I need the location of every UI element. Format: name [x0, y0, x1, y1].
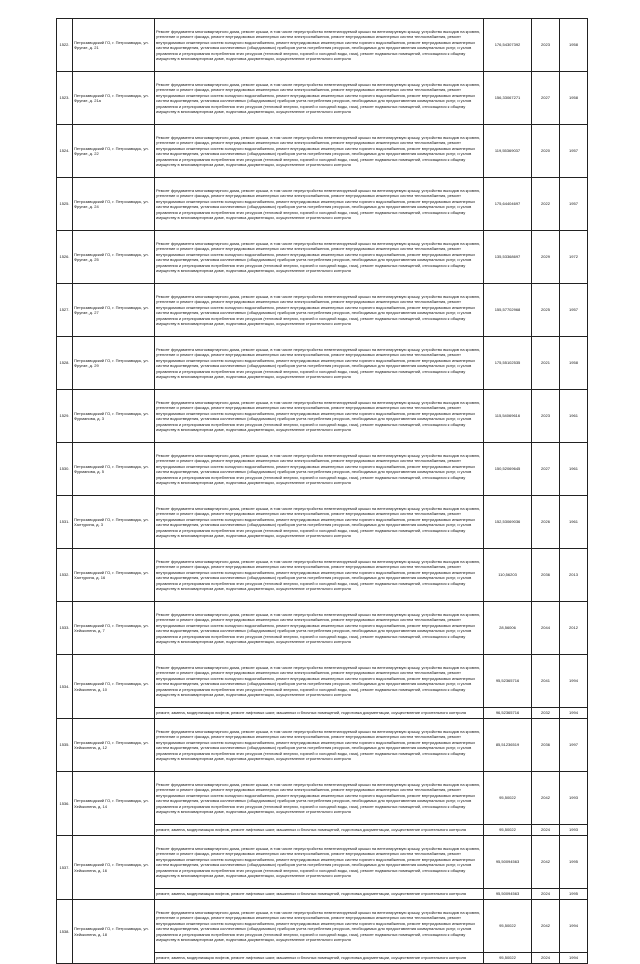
- row-cost: 95,52365716: [484, 655, 532, 708]
- row-built-year: 1957: [560, 284, 588, 337]
- row-cost: 28,56006: [484, 602, 532, 655]
- row-built-year: 1994: [560, 900, 588, 953]
- row-cost: 176,54307392: [484, 19, 532, 72]
- row-works: Ремонт фундамента многоквартирного дома, ремонт крыши, в том числе переустройство невентилируемой крыши на вентилируемую крышу, устройство выходов на кровлю, утепление и ремонт фасада, ремонт внутридомовых инженерных систем электроснабжения, ремонт внутридомовых инженерных систем теплоснабжения, ремонт внутридомовых инженерных систем холодного водоснабжения, ремонт внутридомовых инженерных систем горячего водоснабжения, ремонт внутридомовых инженерных систем водоотведения, установка коллективных (общедомовых) приборов учета потребления ресурсов, необходимых для предоставления коммунальных услуг, и узлов управления и регулирования потребления этих ресурсов (тепловой энергии, горячей и холодной воды, газа), ремонт подвальных помещений, относящихся к общему имуществу в многоквартирном доме, подготовка документации, осуществление строительного контроля: [155, 772, 484, 825]
- row-built-year: 1961: [560, 443, 588, 496]
- row-cost: 95,50022: [484, 825, 532, 836]
- row-cost: 155,57702968: [484, 284, 532, 337]
- row-built-year: 1994: [560, 655, 588, 708]
- row-address: Петрозаводский ГО, г. Петрозаводск, ул. Хейкконена, д. 10: [73, 655, 155, 719]
- row-built-year: 1958: [560, 19, 588, 72]
- table-row: [57, 719, 588, 772]
- table-row: [57, 231, 588, 284]
- row-works: Ремонт фундамента многоквартирного дома, ремонт крыши, в том числе переустройство невентилируемой крыши на вентилируемую крышу, устройство выходов на кровлю, утепление и ремонт фасада, ремонт внутридомовых инженерных систем электроснабжения, ремонт внутридомовых инженерных систем теплоснабжения, ремонт внутридомовых инженерных систем холодного водоснабжения, ремонт внутридомовых инженерных систем горячего водоснабжения, ремонт внутридомовых инженерных систем водоотведения, установка коллективных (общедомовых) приборов учета потребления ресурсов, необходимых для предоставления коммунальных услуг, и узлов управления и регулирования потребления этих ресурсов (тепловой энергии, горячей и холодной воды, газа), ремонт подвальных помещений, относящихся к общему имуществу в многоквартирном доме, подготовка документации, осуществление строительного контроля: [155, 72, 484, 125]
- row-number: 1535.: [57, 719, 73, 772]
- row-year: 2029: [532, 231, 560, 284]
- row-year: 2042: [532, 900, 560, 953]
- row-number: 1538.: [57, 900, 73, 964]
- table-row: [57, 390, 588, 443]
- row-address: Петрозаводский ГО, г. Петрозаводск, ул. Фрунзе, д. 27: [73, 284, 155, 337]
- row-year: 2041: [532, 655, 560, 708]
- table-row: [57, 178, 588, 231]
- row-year: 2023: [532, 19, 560, 72]
- row-year: 2023: [532, 390, 560, 443]
- row-built-year: 1961: [560, 390, 588, 443]
- row-number: 1530.: [57, 443, 73, 496]
- row-built-year: 1997: [560, 719, 588, 772]
- row-year: 2024: [532, 953, 560, 964]
- row-number: 1532.: [57, 549, 73, 602]
- row-works-lift: ремонт, замена, модернизация лифтов, ремонт лифтовых шахт, машинных и блочных помещений, подготовка документации, осуществление строительного контроля: [155, 825, 484, 836]
- row-year: 2036: [532, 549, 560, 602]
- row-built-year: 1994: [560, 708, 588, 719]
- row-built-year: 1995: [560, 889, 588, 900]
- row-number: 1528.: [57, 337, 73, 390]
- row-works: Ремонт фундамента многоквартирного дома, ремонт крыши, в том числе переустройство невентилируемой крыши на вентилируемую крышу, устройство выходов на кровлю, утепление и ремонт фасада, ремонт внутридомовых инженерных систем электроснабжения, ремонт внутридомовых инженерных систем теплоснабжения, ремонт внутридомовых инженерных систем холодного водоснабжения, ремонт внутридомовых инженерных систем горячего водоснабжения, ремонт внутридомовых инженерных систем водоотведения, установка коллективных (общедомовых) приборов учета потребления ресурсов, необходимых для предоставления коммунальных услуг, и узлов управления и регулирования потребления этих ресурсов (тепловой энергии, горячей и холодной воды, газа), ремонт подвальных помещений, относящихся к общему имуществу в многоквартирном доме, подготовка документации, осуществление строительного контроля: [155, 655, 484, 708]
- row-address: Петрозаводский ГО, г. Петрозаводск, ул. Хейкконена, д. 14: [73, 772, 155, 836]
- row-cost: 96,52365716: [484, 708, 532, 719]
- row-works: Ремонт фундамента многоквартирного дома, ремонт крыши, в том числе переустройство невентилируемой крыши на вентилируемую крышу, устройство выходов на кровлю, утепление и ремонт фасада, ремонт внутридомовых инженерных систем электроснабжения, ремонт внутридомовых инженерных систем теплоснабжения, ремонт внутридомовых инженерных систем холодного водоснабжения, ремонт внутридомовых инженерных систем горячего водоснабжения, ремонт внутридомовых инженерных систем водоотведения, установка коллективных (общедомовых) приборов учета потребления ресурсов, необходимых для предоставления коммунальных услуг, и узлов управления и регулирования потребления этих ресурсов (тепловой энергии, горячей и холодной воды, газа), ремонт подвальных помещений, относящихся к общему имуществу в многоквартирном доме, подготовка документации, осуществление строительного контроля: [155, 390, 484, 443]
- row-year: 2020: [532, 125, 560, 178]
- row-address: Петрозаводский ГО, г. Петрозаводск, ул. Хейкконена, д. 12: [73, 719, 155, 772]
- row-number: 1522.: [57, 19, 73, 72]
- row-address: Петрозаводский ГО, г. Петрозаводск, ул. Халтурина, д. 3: [73, 496, 155, 549]
- row-cost: 85,51236519: [484, 719, 532, 772]
- row-number: 1533.: [57, 602, 73, 655]
- row-cost: 156,33067271: [484, 72, 532, 125]
- row-cost: 95,50094563: [484, 889, 532, 900]
- row-year: 2042: [532, 772, 560, 825]
- row-year: 2025: [532, 284, 560, 337]
- row-number: 1537.: [57, 836, 73, 900]
- row-year: 2032: [532, 708, 560, 719]
- table-row: [57, 602, 588, 655]
- row-year: 2021: [532, 337, 560, 390]
- row-works: Ремонт фундамента многоквартирного дома, ремонт крыши, в том числе переустройство невентилируемой крыши на вентилируемую крышу, устройство выходов на кровлю, утепление и ремонт фасада, ремонт внутридомовых инженерных систем электроснабжения, ремонт внутридомовых инженерных систем теплоснабжения, ремонт внутридомовых инженерных систем холодного водоснабжения, ремонт внутридомовых инженерных систем горячего водоснабжения, ремонт внутридомовых инженерных систем водоотведения, установка коллективных (общедомовых) приборов учета потребления ресурсов, необходимых для предоставления коммунальных услуг, и узлов управления и регулирования потребления этих ресурсов (тепловой энергии, горячей и холодной воды, газа), ремонт подвальных помещений, относящихся к общему имуществу в многоквартирном доме, подготовка документации, осуществление строительного контроля: [155, 178, 484, 231]
- row-cost: 95,50022: [484, 772, 532, 825]
- row-works-lift: ремонт, замена, модернизация лифтов, ремонт лифтовых шахт, машинных и блочных помещений, подготовка документации, осуществление строительного контроля: [155, 708, 484, 719]
- row-built-year: 1994: [560, 953, 588, 964]
- row-year: 2022: [532, 178, 560, 231]
- row-year: 2026: [532, 496, 560, 549]
- table-row: [57, 443, 588, 496]
- row-works: Ремонт фундамента многоквартирного дома, ремонт крыши, в том числе переустройство невентилируемой крыши на вентилируемую крышу, устройство выходов на кровлю, утепление и ремонт фасада, ремонт внутридомовых инженерных систем электроснабжения, ремонт внутридомовых инженерных систем теплоснабжения, ремонт внутридомовых инженерных систем холодного водоснабжения, ремонт внутридомовых инженерных систем горячего водоснабжения, ремонт внутридомовых инженерных систем водоотведения, установка коллективных (общедомовых) приборов учета потребления ресурсов, необходимых для предоставления коммунальных услуг, и узлов управления и регулирования потребления этих ресурсов (тепловой энергии, горячей и холодной воды, газа), ремонт подвальных помещений, относящихся к общему имуществу в многоквартирном доме, подготовка документации, осуществление строительного контроля: [155, 900, 484, 953]
- row-year: 2042: [532, 836, 560, 889]
- row-built-year: 1972: [560, 231, 588, 284]
- row-works-lift: ремонт, замена, модернизация лифтов, ремонт лифтовых шахт, машинных и блочных помещений, подготовка документации, осуществление строительного контроля: [155, 889, 484, 900]
- table-row: [57, 549, 588, 602]
- row-number: 1523.: [57, 72, 73, 125]
- row-number: 1527.: [57, 284, 73, 337]
- row-number: 1536.: [57, 772, 73, 836]
- row-number: 1529.: [57, 390, 73, 443]
- row-works: Ремонт фундамента многоквартирного дома, ремонт крыши, в том числе переустройство невентилируемой крыши на вентилируемую крышу, устройство выходов на кровлю, утепление и ремонт фасада, ремонт внутридомовых инженерных систем электроснабжения, ремонт внутридомовых инженерных систем теплоснабжения, ремонт внутридомовых инженерных систем холодного водоснабжения, ремонт внутридомовых инженерных систем горячего водоснабжения, ремонт внутридомовых инженерных систем водоотведения, установка коллективных (общедомовых) приборов учета потребления ресурсов, необходимых для предоставления коммунальных услуг, и узлов управления и регулирования потребления этих ресурсов (тепловой энергии, горячей и холодной воды, газа), ремонт подвальных помещений, относящихся к общему имуществу в многоквартирном доме, подготовка документации, осуществление строительного контроля: [155, 602, 484, 655]
- row-year: 2036: [532, 719, 560, 772]
- table-row: [57, 72, 588, 125]
- table-row: [57, 284, 588, 337]
- capital-repair-register-table: [56, 18, 588, 964]
- row-built-year: 1957: [560, 178, 588, 231]
- row-number: 1525.: [57, 178, 73, 231]
- table-row: [57, 19, 588, 72]
- row-cost: 95,50094563: [484, 836, 532, 889]
- row-cost: 150,52069645: [484, 443, 532, 496]
- table-row: [57, 125, 588, 178]
- row-works: Ремонт фундамента многоквартирного дома, ремонт крыши, в том числе переустройство невентилируемой крыши на вентилируемую крышу, устройство выходов на кровлю, утепление и ремонт фасада, ремонт внутридомовых инженерных систем электроснабжения, ремонт внутридомовых инженерных систем теплоснабжения, ремонт внутридомовых инженерных систем холодного водоснабжения, ремонт внутридомовых инженерных систем горячего водоснабжения, ремонт внутридомовых инженерных систем водоотведения, установка коллективных (общедомовых) приборов учета потребления ресурсов, необходимых для предоставления коммунальных услуг, и узлов управления и регулирования потребления этих ресурсов (тепловой энергии, горячей и холодной воды, газа), ремонт подвальных помещений, относящихся к общему имуществу в многоквартирном доме, подготовка документации, осуществление строительного контроля: [155, 231, 484, 284]
- row-year: 2027: [532, 72, 560, 125]
- row-works: Ремонт фундамента многоквартирного дома, ремонт крыши, в том числе переустройство невентилируемой крыши на вентилируемую крышу, устройство выходов на кровлю, утепление и ремонт фасада, ремонт внутридомовых инженерных систем электроснабжения, ремонт внутридомовых инженерных систем теплоснабжения, ремонт внутридомовых инженерных систем холодного водоснабжения, ремонт внутридомовых инженерных систем горячего водоснабжения, ремонт внутридомовых инженерных систем водоотведения, установка коллективных (общедомовых) приборов учета потребления ресурсов, необходимых для предоставления коммунальных услуг, и узлов управления и регулирования потребления этих ресурсов (тепловой энергии, горячей и холодной воды, газа), ремонт подвальных помещений, относящихся к общему имуществу в многоквартирном доме, подготовка документации, осуществление строительного контроля: [155, 337, 484, 390]
- row-built-year: 1995: [560, 836, 588, 889]
- row-cost: 95,50022: [484, 953, 532, 964]
- table-row: [57, 655, 588, 708]
- table-row: [57, 772, 588, 825]
- row-address: Петрозаводский ГО, г. Петрозаводск, ул. Фурманова, д. 3: [73, 390, 155, 443]
- row-cost: 119,55369037: [484, 125, 532, 178]
- row-cost: 95,50022: [484, 900, 532, 953]
- row-works: Ремонт фундамента многоквартирного дома, ремонт крыши, в том числе переустройство невентилируемой крыши на вентилируемую крышу, устройство выходов на кровлю, утепление и ремонт фасада, ремонт внутридомовых инженерных систем электроснабжения, ремонт внутридомовых инженерных систем теплоснабжения, ремонт внутридомовых инженерных систем холодного водоснабжения, ремонт внутридомовых инженерных систем горячего водоснабжения, ремонт внутридомовых инженерных систем водоотведения, установка коллективных (общедомовых) приборов учета потребления ресурсов, необходимых для предоставления коммунальных услуг, и узлов управления и регулирования потребления этих ресурсов (тепловой энергии, горячей и холодной воды, газа), ремонт подвальных помещений, относящихся к общему имуществу в многоквартирном доме, подготовка документации, осуществление строительного контроля: [155, 443, 484, 496]
- table-row: [57, 900, 588, 953]
- row-works: Ремонт фундамента многоквартирного дома, ремонт крыши, в том числе переустройство невентилируемой крыши на вентилируемую крышу, устройство выходов на кровлю, утепление и ремонт фасада, ремонт внутридомовых инженерных систем электроснабжения, ремонт внутридомовых инженерных систем теплоснабжения, ремонт внутридомовых инженерных систем холодного водоснабжения, ремонт внутридомовых инженерных систем горячего водоснабжения, ремонт внутридомовых инженерных систем водоотведения, установка коллективных (общедомовых) приборов учета потребления ресурсов, необходимых для предоставления коммунальных услуг, и узлов управления и регулирования потребления этих ресурсов (тепловой энергии, горячей и холодной воды, газа), ремонт подвальных помещений, относящихся к общему имуществу в многоквартирном доме, подготовка документации, осуществление строительного контроля: [155, 719, 484, 772]
- row-works: Ремонт фундамента многоквартирного дома, ремонт крыши, в том числе переустройство невентилируемой крыши на вентилируемую крышу, устройство выходов на кровлю, утепление и ремонт фасада, ремонт внутридомовых инженерных систем электроснабжения, ремонт внутридомовых инженерных систем теплоснабжения, ремонт внутридомовых инженерных систем холодного водоснабжения, ремонт внутридомовых инженерных систем горячего водоснабжения, ремонт внутридомовых инженерных систем водоотведения, установка коллективных (общедомовых) приборов учета потребления ресурсов, необходимых для предоставления коммунальных услуг, и узлов управления и регулирования потребления этих ресурсов (тепловой энергии, горячей и холодной воды, газа), ремонт подвальных помещений, относящихся к общему имуществу в многоквартирном доме, подготовка документации, осуществление строительного контроля: [155, 19, 484, 72]
- row-address: Петрозаводский ГО, г. Петрозаводск, ул. Фурманова, д. 5: [73, 443, 155, 496]
- row-year: 2044: [532, 602, 560, 655]
- row-address: Петрозаводский ГО, г. Петрозаводск, ул. Фрунзе, д. 21а: [73, 72, 155, 125]
- row-address: Петрозаводский ГО, г. Петрозаводск, ул. Хейкконена, д. 18: [73, 900, 155, 964]
- row-year: 2027: [532, 443, 560, 496]
- table-row: [57, 836, 588, 889]
- row-built-year: 1961: [560, 496, 588, 549]
- row-works: Ремонт фундамента многоквартирного дома, ремонт крыши, в том числе переустройство невентилируемой крыши на вентилируемую крышу, устройство выходов на кровлю, утепление и ремонт фасада, ремонт внутридомовых инженерных систем электроснабжения, ремонт внутридомовых инженерных систем теплоснабжения, ремонт внутридомовых инженерных систем холодного водоснабжения, ремонт внутридомовых инженерных систем горячего водоснабжения, ремонт внутридомовых инженерных систем водоотведения, установка коллективных (общедомовых) приборов учета потребления ресурсов, необходимых для предоставления коммунальных услуг, и узлов управления и регулирования потребления этих ресурсов (тепловой энергии, горячей и холодной воды, газа), ремонт подвальных помещений, относящихся к общему имуществу в многоквартирном доме, подготовка документации, осуществление строительного контроля: [155, 836, 484, 889]
- row-address: Петрозаводский ГО, г. Петрозаводск, ул. Фрунзе, д. 25: [73, 231, 155, 284]
- row-address: Петрозаводский ГО, г. Петрозаводск, ул. Хейкконена, д. 7: [73, 602, 155, 655]
- row-built-year: 2012: [560, 602, 588, 655]
- row-built-year: 1957: [560, 125, 588, 178]
- row-built-year: 2013: [560, 549, 588, 602]
- row-built-year: 1993: [560, 772, 588, 825]
- row-cost: 175,64404697: [484, 178, 532, 231]
- row-built-year: 1958: [560, 72, 588, 125]
- row-works-lift: ремонт, замена, модернизация лифтов, ремонт лифтовых шахт, машинных и блочных помещений, подготовка документации, осуществление строительного контроля: [155, 953, 484, 964]
- row-works: Ремонт фундамента многоквартирного дома, ремонт крыши, в том числе переустройство невентилируемой крыши на вентилируемую крышу, устройство выходов на кровлю, утепление и ремонт фасада, ремонт внутридомовых инженерных систем электроснабжения, ремонт внутридомовых инженерных систем теплоснабжения, ремонт внутридомовых инженерных систем холодного водоснабжения, ремонт внутридомовых инженерных систем горячего водоснабжения, ремонт внутридомовых инженерных систем водоотведения, установка коллективных (общедомовых) приборов учета потребления ресурсов, необходимых для предоставления коммунальных услуг, и узлов управления и регулирования потребления этих ресурсов (тепловой энергии, горячей и холодной воды, газа), ремонт подвальных помещений, относящихся к общему имуществу в многоквартирном доме, подготовка документации, осуществление строительного контроля: [155, 549, 484, 602]
- row-year: 2024: [532, 889, 560, 900]
- row-works: Ремонт фундамента многоквартирного дома, ремонт крыши, в том числе переустройство невентилируемой крыши на вентилируемую крышу, устройство выходов на кровлю, утепление и ремонт фасада, ремонт внутридомовых инженерных систем электроснабжения, ремонт внутридомовых инженерных систем теплоснабжения, ремонт внутридомовых инженерных систем холодного водоснабжения, ремонт внутридомовых инженерных систем горячего водоснабжения, ремонт внутридомовых инженерных систем водоотведения, установка коллективных (общедомовых) приборов учета потребления ресурсов, необходимых для предоставления коммунальных услуг, и узлов управления и регулирования потребления этих ресурсов (тепловой энергии, горячей и холодной воды, газа), ремонт подвальных помещений, относящихся к общему имуществу в многоквартирном доме, подготовка документации, осуществление строительного контроля: [155, 496, 484, 549]
- row-address: Петрозаводский ГО, г. Петрозаводск, ул. Халтурина, д. 16: [73, 549, 155, 602]
- table-row: [57, 337, 588, 390]
- row-number: 1534.: [57, 655, 73, 719]
- row-cost: 135,53368697: [484, 231, 532, 284]
- row-cost: 152,53069036: [484, 496, 532, 549]
- row-works: Ремонт фундамента многоквартирного дома, ремонт крыши, в том числе переустройство невентилируемой крыши на вентилируемую крышу, устройство выходов на кровлю, утепление и ремонт фасада, ремонт внутридомовых инженерных систем электроснабжения, ремонт внутридомовых инженерных систем теплоснабжения, ремонт внутридомовых инженерных систем холодного водоснабжения, ремонт внутридомовых инженерных систем горячего водоснабжения, ремонт внутридомовых инженерных систем водоотведения, установка коллективных (общедомовых) приборов учета потребления ресурсов, необходимых для предоставления коммунальных услуг, и узлов управления и регулирования потребления этих ресурсов (тепловой энергии, горячей и холодной воды, газа), ремонт подвальных помещений, относящихся к общему имуществу в многоквартирном доме, подготовка документации, осуществление строительного контроля: [155, 125, 484, 178]
- row-cost: 115,54069616: [484, 390, 532, 443]
- row-built-year: 1993: [560, 825, 588, 836]
- table-row: [57, 496, 588, 549]
- row-cost: 175,55102535: [484, 337, 532, 390]
- row-address: Петрозаводский ГО, г. Петрозаводск, ул. Хейкконена, д. 16: [73, 836, 155, 900]
- row-address: Петрозаводский ГО, г. Петрозаводск, ул. Фрунзе, д. 29: [73, 337, 155, 390]
- row-number: 1526.: [57, 231, 73, 284]
- row-cost: 110,56203: [484, 549, 532, 602]
- row-built-year: 1958: [560, 337, 588, 390]
- row-address: Петрозаводский ГО, г. Петрозаводск, ул. Фрунзе, д. 24: [73, 178, 155, 231]
- row-number: 1524.: [57, 125, 73, 178]
- row-works: Ремонт фундамента многоквартирного дома, ремонт крыши, в том числе переустройство невентилируемой крыши на вентилируемую крышу, устройство выходов на кровлю, утепление и ремонт фасада, ремонт внутридомовых инженерных систем электроснабжения, ремонт внутридомовых инженерных систем теплоснабжения, ремонт внутридомовых инженерных систем холодного водоснабжения, ремонт внутридомовых инженерных систем горячего водоснабжения, ремонт внутридомовых инженерных систем водоотведения, установка коллективных (общедомовых) приборов учета потребления ресурсов, необходимых для предоставления коммунальных услуг, и узлов управления и регулирования потребления этих ресурсов (тепловой энергии, горячей и холодной воды, газа), ремонт подвальных помещений, относящихся к общему имуществу в многоквартирном доме, подготовка документации, осуществление строительного контроля: [155, 284, 484, 337]
- row-address: Петрозаводский ГО, г. Петрозаводск, ул. Фрунзе, д. 22: [73, 125, 155, 178]
- row-year: 2024: [532, 825, 560, 836]
- row-address: Петрозаводский ГО, г. Петрозаводск, ул. Фрунзе, д. 21: [73, 19, 155, 72]
- row-number: 1531.: [57, 496, 73, 549]
